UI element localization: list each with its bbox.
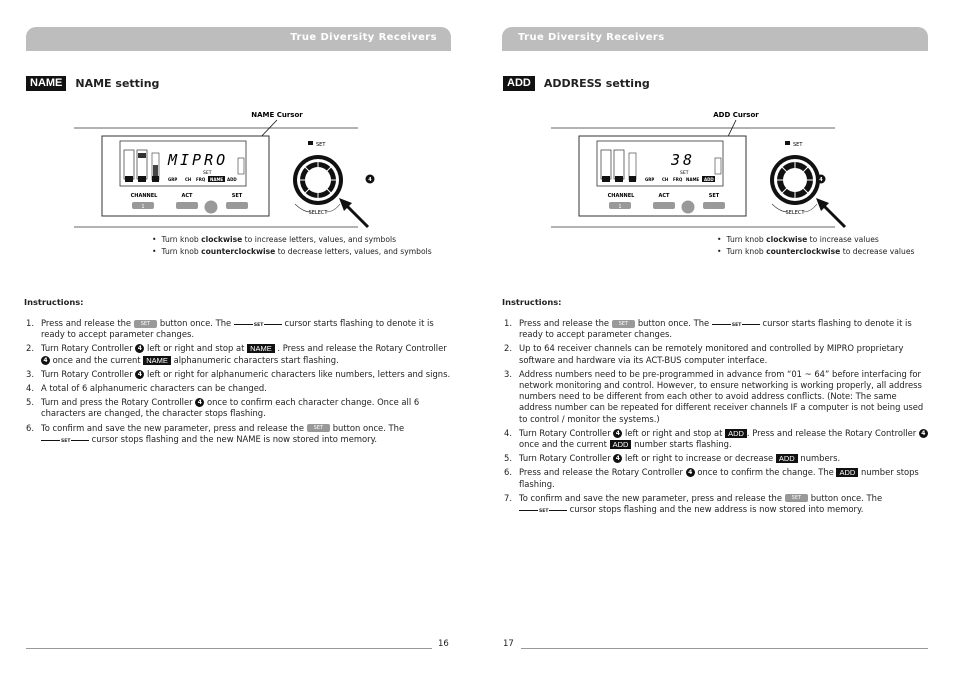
header-bar [26, 27, 451, 51]
step-6: 6. Press and release the Rotary Controller 4 once to confirm the change. The ADD number stops flashing. [504, 467, 919, 489]
add-tag-icon: ADD [776, 454, 798, 463]
menu-add: ADD [227, 177, 237, 182]
header-title: True Diversity Receivers [518, 32, 665, 43]
set-cursor-icon: SET [41, 435, 89, 444]
set-label: SET [708, 193, 720, 199]
step-4: 4. A total of 6 alphanumeric characters can be changed. [26, 383, 267, 394]
add-tag-icon: ADD [610, 440, 632, 449]
knob-4-icon: 4 [135, 344, 144, 353]
act-label: ACT [181, 193, 193, 199]
header-bar [502, 27, 928, 51]
instruction-list [502, 318, 932, 518]
channel-label: CHANNEL [130, 193, 158, 199]
channel-value: 1 [141, 204, 145, 210]
add-tag: ADD [503, 76, 535, 91]
header-title: True Diversity Receivers [290, 32, 437, 43]
section-heading [503, 76, 650, 91]
step-2: 2. Turn Rotary Controller 4 left or right and stop at NAME . Press and release the Rotary Controller 4 once and the current NAME alphanumeric characters start flashing. [26, 343, 447, 365]
knob-select-label: SELECT [308, 210, 328, 216]
page-number: 16 [438, 639, 449, 649]
step-3: 3. Address numbers need to be pre-programmed in advance from “01 ~ 64” before interfacing for network monitoring and control. However, to ensure networking is working properly, all address numbers need to be different from each other to avoid address conflicts. (Note: The same address number can be repeated for different receiver channels IF a computer is not being used to control / monitor the systems.) [504, 368, 924, 424]
bullet-counterclockwise: • Turn knob counterclockwise to decrease values [717, 246, 914, 258]
set-button-icon: SET [307, 424, 330, 432]
step-2: 2. Up to 64 receiver channels can be remotely monitored and controlled by MIPRO proprietary software and hardware via its ACT-BUS computer interface. [504, 343, 904, 365]
section-title: NAME setting [75, 77, 160, 90]
step-5: 5. Turn Rotary Controller 4 left or right to increase or decrease ADD numbers. [504, 453, 841, 464]
knob-4-icon: 4 [613, 429, 622, 438]
cursor-label: ADD Cursor [713, 111, 759, 119]
instruction-list [24, 318, 451, 448]
set-button-icon: SET [134, 320, 157, 328]
instructions-title: Instructions: [502, 297, 562, 307]
receiver-diagram [74, 108, 372, 228]
knob-select-label: SELECT [785, 210, 805, 216]
knob-marker: 4 [819, 177, 823, 183]
channel-label: CHANNEL [607, 193, 635, 199]
set-button-icon: SET [785, 494, 808, 502]
lcd-text: MIPRO [168, 151, 229, 169]
knob-bullets [717, 234, 914, 258]
step-7: 7. To confirm and save the new parameter, press and release the SET button once. The SET cursor stops flashing and the new address is now stored into memory. [502, 493, 932, 515]
set-cursor-icon: SET [712, 319, 760, 328]
name-tag-icon: NAME [247, 344, 275, 353]
channel-value: 1 [618, 204, 622, 210]
section-title: ADDRESS setting [543, 77, 650, 90]
footer-rule [26, 648, 432, 649]
menu-ch: CH [185, 177, 192, 182]
page-number: 17 [503, 639, 514, 649]
cursor-label: NAME Cursor [251, 111, 303, 119]
step-4: 4. Turn Rotary Controller 4 left or right and stop at ADD . Press and release the Rotary Controller 4 once and the current ADD number starts flashing. [502, 428, 932, 450]
name-tag-icon: NAME [143, 356, 171, 365]
knob-set-label: SET [793, 142, 803, 148]
menu-name: NAME [210, 177, 224, 182]
step-1: 1. Press and release the SET button once. The SET cursor starts flashing to denote it is ready to accept parameter changes. [26, 318, 434, 340]
menu-frq: FRQ [673, 177, 683, 182]
set-indicator: SET [680, 171, 689, 176]
knob-4-icon: 4 [195, 398, 204, 407]
knob-4-icon: 4 [686, 468, 695, 477]
set-cursor-icon: SET [519, 505, 567, 514]
step-1: 1. Press and release the SET button once. The SET cursor starts flashing to denote it is ready to accept parameter changes. [504, 318, 912, 340]
instructions-title: Instructions: [24, 297, 84, 307]
act-label: ACT [658, 193, 670, 199]
set-button-icon: SET [612, 320, 635, 328]
knob-set-label: SET [316, 142, 326, 148]
add-tag-icon: ADD [725, 429, 747, 438]
set-cursor-icon: SET [234, 319, 282, 328]
knob-4-icon: 4 [919, 429, 928, 438]
bullet-clockwise: • Turn knob clockwise to increase values [717, 234, 914, 246]
lcd-text: 38 [671, 151, 696, 169]
receiver-diagram [551, 108, 835, 228]
menu-grp: GRP [168, 177, 178, 182]
menu-ch: CH [662, 177, 669, 182]
step-5: 5. Turn and press the Rotary Controller 4 once to confirm each character change. Once all 6 characters are changed, the character stops flashing. [26, 397, 420, 419]
menu-name: NAME [686, 177, 700, 182]
footer-rule [521, 648, 928, 649]
bullet-counterclockwise: • Turn knob counterclockwise to decrease letters, values, and symbols [152, 246, 432, 258]
knob-bullets [152, 234, 432, 258]
knob-4-icon: 4 [135, 370, 144, 379]
section-heading [26, 76, 159, 91]
knob-4-icon: 4 [41, 356, 50, 365]
bullet-clockwise: • Turn knob clockwise to increase letters, values, and symbols [152, 234, 432, 246]
set-indicator: SET [203, 171, 212, 176]
set-label: SET [231, 193, 243, 199]
step-6: 6. To confirm and save the new parameter, press and release the SET button once. The SET cursor stops flashing and the new NAME is now stored into memory. [24, 423, 451, 445]
knob-marker: 4 [368, 177, 372, 183]
step-3: 3. Turn Rotary Controller 4 left or right for alphanumeric characters like numbers, letters and signs. [26, 368, 451, 379]
name-tag: NAME [26, 76, 66, 91]
menu-add: ADD [704, 177, 714, 182]
page-17 [477, 0, 954, 675]
menu-frq: FRQ [196, 177, 206, 182]
menu-grp: GRP [645, 177, 655, 182]
add-tag-icon: ADD [836, 468, 858, 477]
knob-4-icon: 4 [613, 454, 622, 463]
